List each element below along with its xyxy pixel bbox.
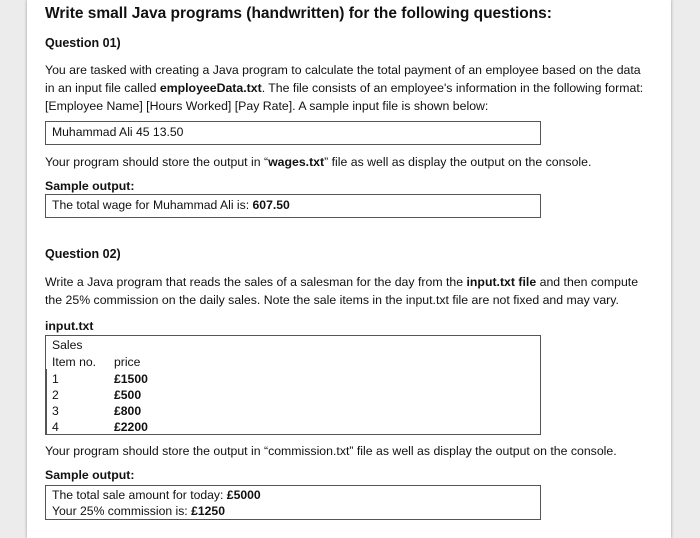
sales-table-header-price: price (114, 355, 141, 369)
q1-store-text-a: Your program should store the output in “ (45, 155, 269, 169)
table-row-2-item: 2 (52, 388, 59, 402)
q2-input-filename: input.txt file (466, 275, 537, 289)
q2-output-line-2 (52, 504, 225, 518)
q2-line1-text-b: and then compute (536, 275, 639, 289)
table-row-3-price: £800 (114, 404, 142, 418)
question-1-heading: Question 01) (45, 36, 121, 50)
q1-output-text: The total wage for Muhammad Ali is: (52, 198, 253, 212)
page-title: Write small Java programs (handwritten) for the following questions: (45, 5, 552, 22)
q1-output-value: 607.50 (252, 198, 290, 212)
q2-output-2-text: Your 25% commission is: (52, 504, 192, 518)
q2-output-1-value: £5000 (226, 488, 261, 502)
q1-sample-output-label: Sample output: (45, 179, 135, 193)
q1-sample-output-text (52, 198, 290, 212)
q1-sample-input-text: Muhammad Ali 45 13.50 (52, 125, 184, 139)
table-row-4-price: £2200 (114, 420, 148, 434)
q2-input-label: input.txt (45, 319, 94, 333)
q1-sample-input-box (45, 121, 541, 145)
sales-table-header-item: Item no. (52, 355, 97, 369)
sales-table (45, 335, 541, 435)
q1-store-output-line (45, 153, 591, 171)
question-2-heading: Question 02) (45, 247, 121, 261)
document-page (27, 0, 671, 538)
q2-sample-output-box (45, 485, 541, 520)
q1-output-filename: wages.txt (268, 155, 325, 169)
table-row-3-item: 3 (52, 404, 59, 418)
table-row-1-item: 1 (52, 372, 59, 386)
q2-sample-output-label: Sample output: (45, 468, 135, 482)
table-row-1-price: £1500 (114, 372, 148, 386)
q1-line2-text-a: in an input file called (45, 81, 160, 95)
q2-paragraph-line-2: the 25% commission on the daily sales. Note the sale items in the input.txt file are not fixed and may vary. (45, 293, 619, 307)
q1-sample-output-box (45, 194, 541, 218)
q2-output-line-1 (52, 488, 261, 502)
q1-paragraph-line-2 (45, 79, 643, 97)
q2-output-2-value: £1250 (191, 504, 225, 518)
table-row-2-price: £500 (114, 388, 142, 402)
q1-line2-text-b: . The file consists of an employee's information in the following format: (261, 81, 644, 95)
table-row-4-item: 4 (52, 420, 59, 434)
q1-input-filename: employeeData.txt (159, 81, 262, 95)
sales-table-caption: Sales (52, 338, 83, 352)
q2-store-output-line: Your program should store the output in “commission.txt” file as well as display the output on the console. (45, 444, 617, 458)
q1-paragraph-line-3: [Employee Name] [Hours Worked] [Pay Rate]. A sample input file is shown below: (45, 99, 489, 113)
sales-table-divider (46, 369, 47, 435)
q2-paragraph-line-1 (45, 273, 638, 291)
q1-store-text-b: ” file as well as display the output on the console. (324, 155, 592, 169)
q2-line1-text-a: Write a Java program that reads the sales of a salesman for the day from the (45, 275, 467, 289)
q2-output-1-text: The total sale amount for today: (52, 488, 227, 502)
q1-paragraph-line-1: You are tasked with creating a Java program to calculate the total payment of an employee based on the data (45, 63, 641, 77)
